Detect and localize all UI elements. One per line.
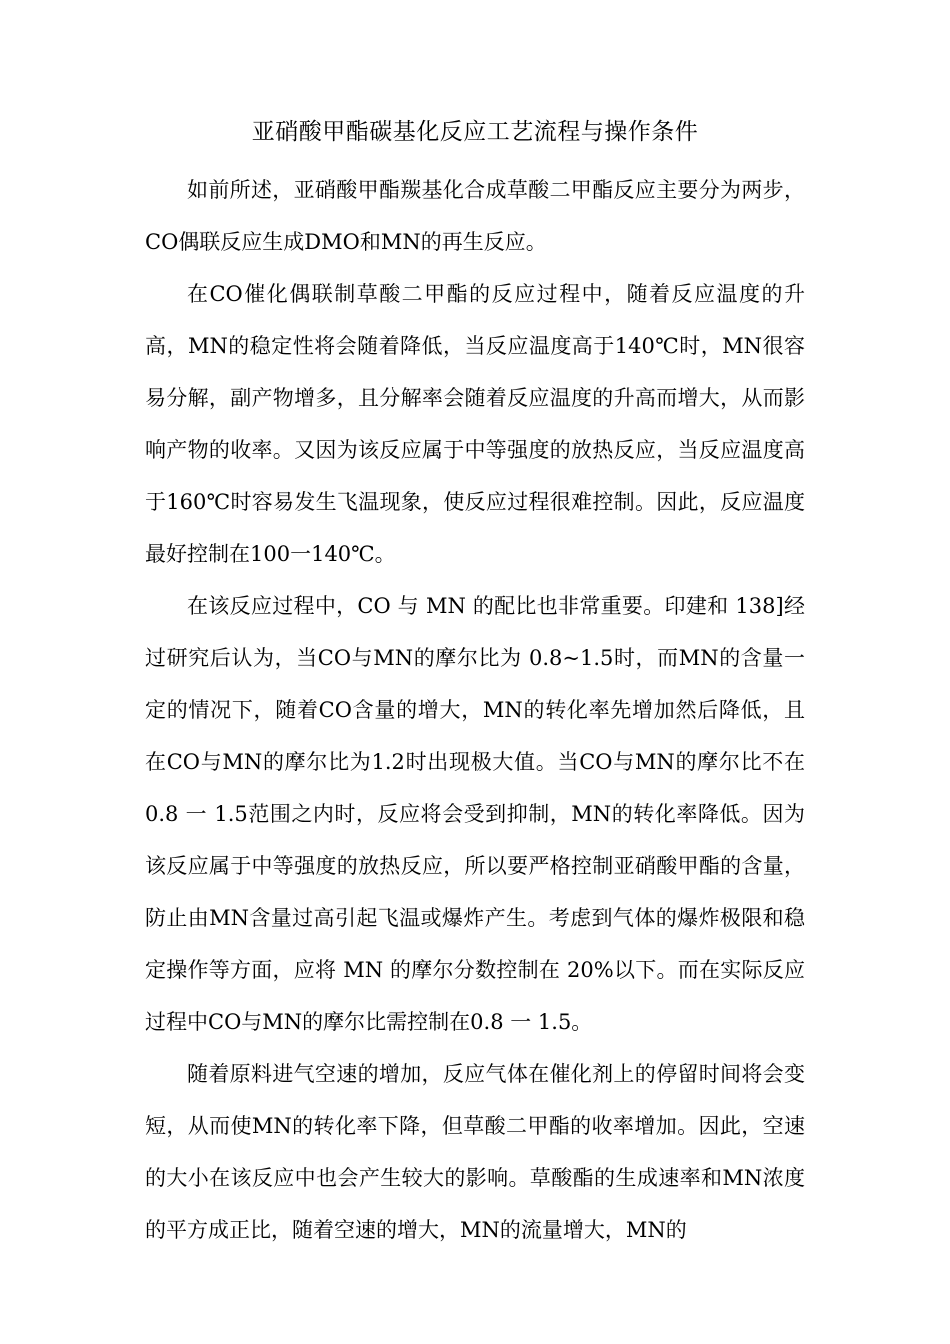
document-title: 亚硝酸甲酯碳基化反应工艺流程与操作条件 — [251, 119, 699, 145]
paragraph-intro: 如前所述，亚硝酸甲酯羰基化合成草酸二甲酯反应主要分为两步，CO偶联反应生成DMO和MN的再生反应。 — [145, 178, 805, 254]
document-page — [145, 112, 805, 1256]
paragraph-space-velocity: 随着原料进气空速的增加，反应气体在催化剂上的停留时间将会变短，从而使MN的转化率下降，但草酸二甲酯的收率增加。因此，空速的大小在该反应中也会产生较大的影响。草酸酯的生成速率和MN浓度的平方成正比，随着空速的增大，MN的流量增大，MN的 — [145, 1062, 805, 1242]
paragraph-temperature: 在CO催化偶联制草酸二甲酯的反应过程中，随着反应温度的升高，MN的稳定性将会随着降低，当反应温度高于140℃时，MN很容易分解，副产物增多，且分解率会随着反应温度的升高而增大，从而影响产物的收率。又因为该反应属于中等强度的放热反应，当反应温度高于160℃时容易发生飞温现象，使反应过程很难控制。因此，反应温度最好控制在100一140℃。 — [145, 282, 805, 566]
paragraph-ratio: 在该反应过程中，CO 与 MN 的配比也非常重要。印建和 138]经过研究后认为，当CO与MN的摩尔比为 0.8~1.5时，而MN的含量一定的情况下，随着CO含量的增大，MN的转化率先增加然后降低，且在CO与MN的摩尔比为1.2时出现极大值。当CO与MN的摩尔比不在0.8 一 1.5范围之内时，反应将会受到抑制，MN的转化率降低。因为该反应属于中等强度的放热反应，所以要严格控制亚硝酸甲酯的含量，防止由MN含量过高引起飞温或爆炸产生。考虑到气体的爆炸极限和稳定操作等方面，应将 MN 的摩尔分数控制在 20%以下。而在实际反应过程中CO与MN的摩尔比需控制在0.8 一 1.5。 — [145, 594, 805, 1034]
